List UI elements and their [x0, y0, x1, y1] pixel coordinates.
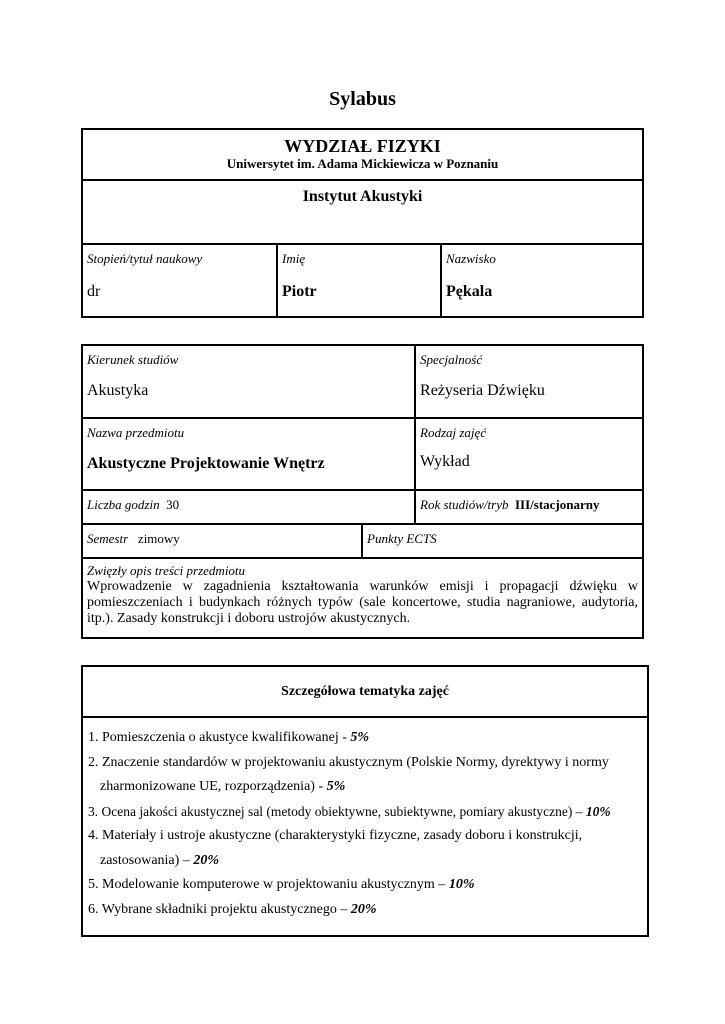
topics-list — [88, 726, 611, 922]
firstname-value: Piotr — [282, 283, 317, 300]
specialty-value: Reżyseria Dźwięku — [420, 382, 545, 399]
course-name-cell — [82, 418, 415, 490]
specialty-label: Specjalność — [420, 352, 483, 367]
field-cell — [82, 345, 415, 418]
hours-label: Liczba godzin — [87, 497, 160, 512]
list-item: 3. Ocena jakości akustycznej sal (metody obiektywne, subiektywne, pomiary akustyczne) – 10% — [88, 803, 611, 819]
topics-heading: Szczegółowa tematyka zajęć — [281, 683, 449, 699]
class-type-value: Wykład — [420, 453, 470, 470]
class-type-cell — [415, 418, 643, 490]
degree-cell — [82, 244, 277, 317]
course-name-value: Akustyczne Projektowanie Wnętrz — [87, 455, 325, 472]
field-label: Kierunek studiów — [87, 352, 179, 367]
semester-value: zimowy — [137, 531, 180, 546]
list-item: 2. Znaczenie standardów w projektowaniu akustycznym (Polskie Normy, dyrektywy i normy — [88, 754, 609, 770]
hours-value: 30 — [166, 497, 180, 512]
semester-cell — [82, 524, 362, 558]
faculty-table — [81, 128, 644, 318]
topics-heading-cell — [82, 666, 648, 717]
degree-value: dr — [87, 283, 101, 300]
specialty-cell — [415, 345, 643, 418]
list-item: 1. Pomieszczenia o akustyce kwalifikowanej - 5% — [88, 730, 370, 745]
institute-cell — [82, 180, 643, 244]
hours-cell — [82, 490, 415, 524]
list-item: 6. Wybrane składniki projektu akustycznego – 20% — [88, 901, 377, 917]
year-cell — [415, 490, 643, 524]
firstname-label: Imię — [282, 251, 306, 266]
faculty-name: WYDZIAŁ FIZYKI — [284, 136, 441, 156]
field-value: Akustyka — [87, 382, 149, 399]
surname-cell — [441, 244, 643, 317]
semester-label: Semestr — [87, 531, 129, 546]
summary-cell — [82, 558, 643, 638]
surname-label: Nazwisko — [446, 251, 496, 266]
list-item-continuation: zastosowania) – 20% — [100, 852, 219, 868]
university-name: Uniwersytet im. Adama Mickiewicza w Poznaniu — [226, 156, 499, 171]
ects-label: Punkty ECTS — [367, 531, 437, 546]
ects-cell — [362, 524, 643, 558]
course-name-label: Nazwa przedmiotu — [87, 425, 185, 440]
list-item-continuation: zharmonizowane UE, rozporządzenia) - 5% — [100, 779, 346, 794]
surname-value: Pękala — [446, 283, 493, 300]
page-title: Sylabus — [329, 88, 396, 110]
list-item: 4. Materiały i ustroje akustyczne (charakterystyki fizyczne, zasady doboru i konstrukcji, — [88, 828, 583, 843]
summary-text: Wprowadzenie w zagadnienia kształtowania warunków emisji i propagacji dźwięku w pomieszczeniach i budynkach różnych typów (sale koncertowe, studia nagraniowe, audytoria, itp.). Zasady konstrukcji i doboru ustrojów akustycznych. — [87, 579, 639, 626]
summary-label: Zwięzły opis treści przedmiotu — [87, 563, 246, 578]
class-type-label: Rodzaj zajęć — [420, 425, 487, 440]
faculty-cell — [82, 129, 643, 180]
degree-label: Stopień/tytuł naukowy — [87, 251, 203, 266]
firstname-cell — [277, 244, 441, 317]
list-item: 5. Modelowanie komputerowe w projektowaniu akustycznym – 10% — [88, 877, 475, 892]
course-table — [81, 344, 644, 639]
year-value: III/stacjonarny — [514, 497, 600, 512]
year-label: Rok studiów/tryb — [420, 497, 509, 512]
institute-name: Instytut Akustyki — [302, 188, 423, 205]
